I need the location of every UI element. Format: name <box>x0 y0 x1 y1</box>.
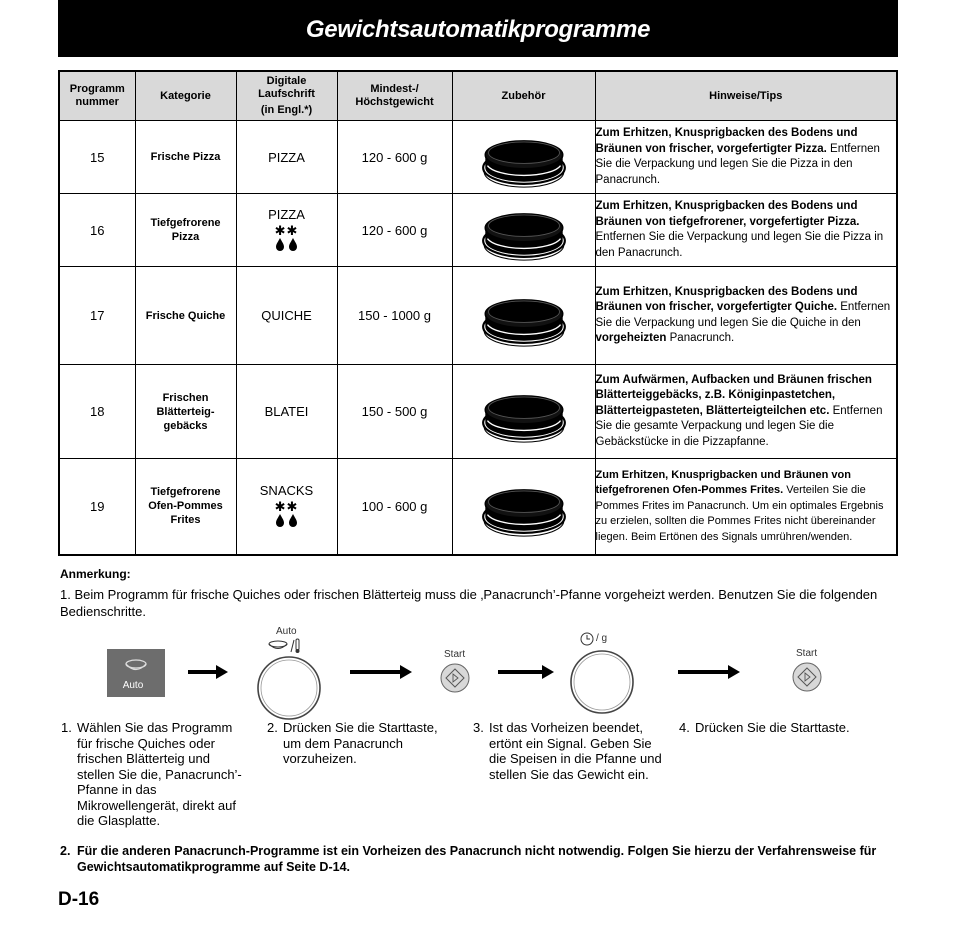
step-1 <box>61 720 251 829</box>
display-text: SNACKS <box>259 482 314 498</box>
weight-range: 120 - 600 g <box>337 194 452 267</box>
hint-bold: Zum Erhitzen, Knusprigbacken und Bräunen von tiefgefrorenen Ofen-Pommes Frites. <box>595 468 851 496</box>
weight-range: 150 - 1000 g <box>337 267 452 365</box>
accessory-cell <box>452 267 595 365</box>
hint-bold: Zum Erhitzen, Knusprigbacken des Bodens und Bräunen von frischer, vorgefertigter Pizza. <box>595 127 858 155</box>
table-row <box>59 194 897 267</box>
accessory-cell <box>452 194 595 267</box>
hint-text: Entfernen Sie die Verpackung und legen Sie die Pizza in den Panacrunch. <box>595 142 880 186</box>
panacrunch-pan-icon <box>481 473 567 539</box>
category: Frischen Blätterteig-gebäcks <box>135 365 236 459</box>
frozen-icon: ✱✱ <box>274 498 299 514</box>
hint-text: Entfernen Sie die gesamte Verpackung und legen Sie die Gebäckstücke in die Pizzapfanne. <box>595 404 883 448</box>
step-3 <box>473 720 663 782</box>
title-bar <box>58 0 898 57</box>
header-zubehoer: Zubehör <box>452 71 595 121</box>
start-label: Start <box>796 648 818 659</box>
note-heading: Anmerkung: <box>60 567 131 581</box>
weight-range: 150 - 500 g <box>337 365 452 459</box>
step-text: Drücken Sie die Starttaste, um dem Panacrunch vorzuheizen. <box>283 720 438 766</box>
program-number: 15 <box>59 121 135 194</box>
step-text: Wählen Sie das Programm für frische Quiches oder frischen Blätterteig und stellen Sie die, Panacrunch’-Pfanne in das Mikrowellengerät, direkt auf die Glasplatte. <box>77 720 242 828</box>
step-number: 2. <box>267 720 278 735</box>
arrow-right-icon <box>188 664 228 680</box>
header-digitale-line2: Laufschrift <box>258 88 315 100</box>
accessory-cell <box>452 459 595 555</box>
header-kategorie: Kategorie <box>135 71 236 121</box>
timer-icon <box>580 632 596 646</box>
auto-button-label: Auto <box>122 680 144 691</box>
program-number: 18 <box>59 365 135 459</box>
start-button[interactable] <box>440 663 470 693</box>
start-button[interactable] <box>792 662 822 692</box>
hint-cell <box>595 267 897 365</box>
table-header-row <box>59 71 897 121</box>
table-row <box>59 365 897 459</box>
header-digitale-line3: (in Engl.*) <box>260 104 313 116</box>
step-number: 4. <box>679 720 690 735</box>
hint-text: Entfernen Sie die Verpackung und legen Sie die Pizza in den Panacrunch. <box>595 231 884 259</box>
panacrunch-pan-icon <box>481 124 567 190</box>
auto-weight-icon <box>266 638 306 654</box>
weight-range: 100 - 600 g <box>337 459 452 555</box>
header-hinweise: Hinweise/Tips <box>595 71 897 121</box>
note-2-text: Für die anderen Panacrunch-Programme ist ein Vorheizen des Panacrunch nicht notwendig. Folgen Sie hierzu der Verfahrensweise für Gewichtsautomatikprogramme auf Seite D-14. <box>77 844 877 874</box>
hint-bold: Zum Erhitzen, Knusprigbacken des Bodens und Bräunen von frischer, vorgefertigter Quiche. <box>595 285 858 313</box>
frozen-icon: ✱✱ <box>274 222 299 238</box>
time-weight-label: / g <box>596 633 608 644</box>
display-text: PIZZA <box>268 206 305 222</box>
accessory-cell <box>452 121 595 194</box>
step-number: 3. <box>473 720 484 735</box>
weight-range: 120 - 600 g <box>337 121 452 194</box>
step-4 <box>679 720 889 736</box>
hint-cell <box>595 194 897 267</box>
step-number: 1. <box>61 720 72 735</box>
category: Frische Pizza <box>135 121 236 194</box>
display-text: BLATEI <box>236 365 337 459</box>
step-text: Drücken Sie die Starttaste. <box>695 720 850 735</box>
header-digitale-line1: Digitale <box>266 75 307 87</box>
auto-dial[interactable] <box>256 655 322 721</box>
page-title: Gewichtsautomatikprogramme <box>305 16 651 43</box>
program-table <box>58 70 898 556</box>
program-number: 19 <box>59 459 135 555</box>
panacrunch-pan-icon <box>481 283 567 349</box>
hint-cell <box>595 121 897 194</box>
table-row <box>59 121 897 194</box>
header-digitale <box>236 71 337 121</box>
drops-icon <box>273 513 301 527</box>
display-cell <box>236 194 337 267</box>
note-1: 1. Beim Programm für frische Quiches oder frischen Blätterteig muss die ‚Panacrunch’-Pfanne vorgeheizt werden. Benutzen Sie die folgenden Bedienschritte. <box>60 587 878 619</box>
header-gewicht: Mindest-/ Höchstgewicht <box>337 71 452 121</box>
category: Frische Quiche <box>135 267 236 365</box>
step-text: Ist das Vorheizen beendet, ertönt ein Signal. Geben Sie die Speisen in die Pfanne und stellen Sie das Gewicht ein. <box>489 720 662 782</box>
start-label: Start <box>444 649 466 660</box>
display-cell <box>236 459 337 555</box>
auto-dial-label: Auto <box>276 626 297 637</box>
note-2-number: 2. <box>60 844 71 858</box>
hint-text: Entfernen Sie die Verpackung und legen Sie die Quiche in den <box>595 301 891 329</box>
accessory-cell <box>452 365 595 459</box>
table-row <box>59 459 897 555</box>
time-weight-dial[interactable] <box>569 649 635 715</box>
table-row <box>59 267 897 365</box>
display-text: QUICHE <box>236 267 337 365</box>
note-2 <box>60 843 895 875</box>
page-number: D-16 <box>58 889 100 910</box>
panacrunch-pan-icon <box>481 197 567 263</box>
hint-text: Verteilen Sie die Pommes Frites im Panacrunch. Um ein optimales Ergebnis zu erzielen, sollten die Pommes Frites nicht übereinander liegen. Beim Ertönen des Signals umrühren/wenden. <box>595 484 884 543</box>
arrow-right-icon <box>498 664 554 680</box>
step-2 <box>267 720 457 767</box>
arrow-right-icon <box>678 664 740 680</box>
hint-text-end: Panacrunch. <box>669 332 735 344</box>
display-text: PIZZA <box>236 121 337 194</box>
category: Tiefgefrorene Pizza <box>135 194 236 267</box>
category: Tiefgefrorene Ofen-Pommes Frites <box>135 459 236 555</box>
hint-bold: Zum Erhitzen, Knusprigbacken des Bodens und Bräunen von tiefgefrorener, vorgefertigter Pizza. <box>595 200 860 228</box>
program-number: 17 <box>59 267 135 365</box>
hint-cell <box>595 459 897 555</box>
header-programm: Programm nummer <box>59 71 135 121</box>
drops-icon <box>273 237 301 251</box>
panacrunch-pan-icon <box>481 379 567 445</box>
hint-cell <box>595 365 897 459</box>
program-number: 16 <box>59 194 135 267</box>
hint-bold: Zum Aufwärmen, Aufbacken und Bräunen frischen Blätterteiggebäcks, z.B. Königinpastetchen, Blätterteigpasteten, Blätterteigteilchen etc. <box>595 373 872 417</box>
hint-bold-inline: vorgeheizten <box>595 332 667 344</box>
arrow-right-icon <box>350 664 412 680</box>
